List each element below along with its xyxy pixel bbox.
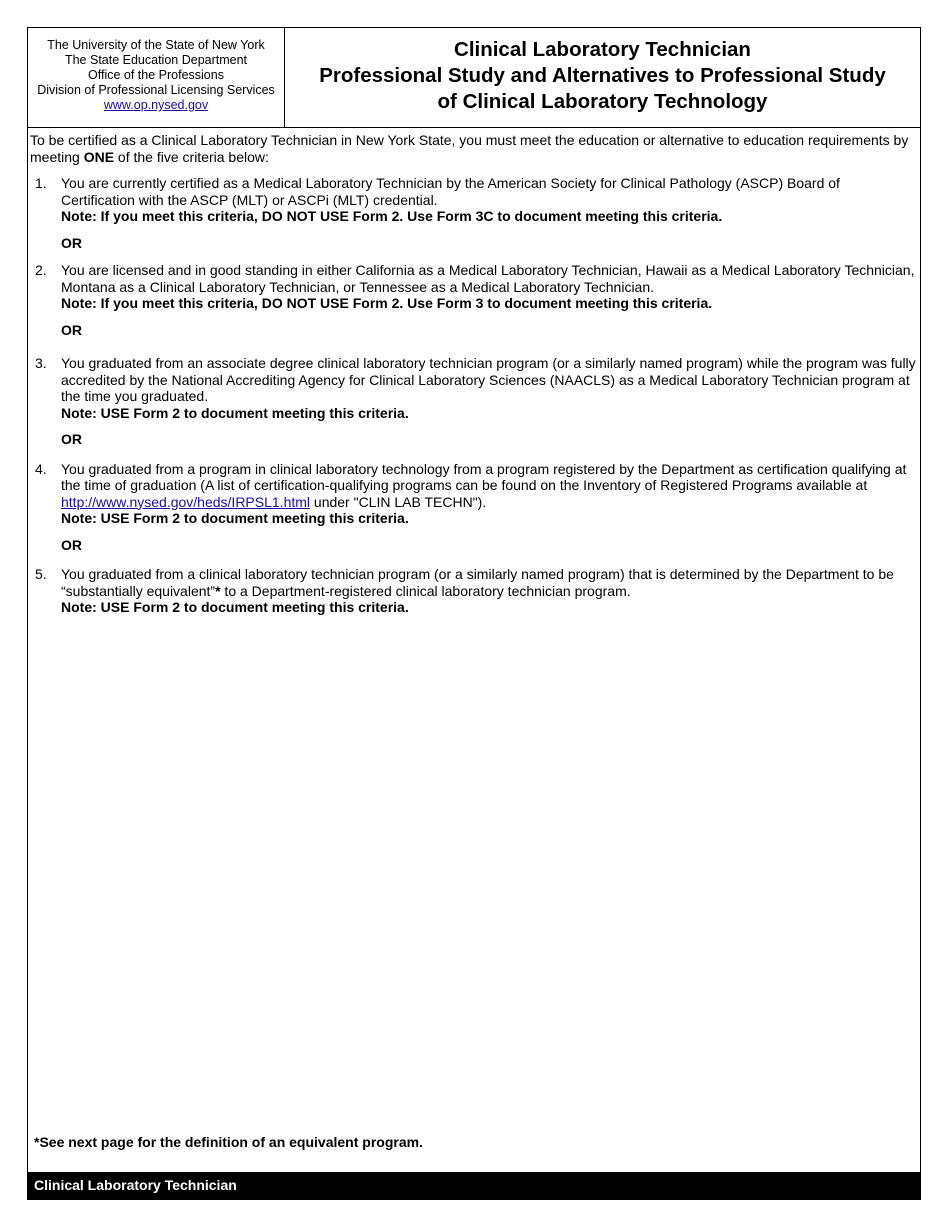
or-separator: OR — [61, 321, 82, 338]
criteria-item — [30, 262, 916, 312]
item-number: 3. — [35, 355, 47, 371]
intro-paragraph — [30, 132, 916, 165]
footnote-marker: * — [215, 582, 221, 599]
item-number: 2. — [35, 262, 47, 278]
irp-link[interactable]: http://www.nysed.gov/heds/IRPSL1.html — [61, 493, 311, 510]
criteria-item — [30, 461, 916, 527]
criteria-item — [30, 175, 916, 225]
item-text-part: to a Department-registered clinical laboratory technician program. — [220, 582, 631, 599]
form-frame — [27, 27, 921, 1200]
footer-bar: Clinical Laboratory Technician — [28, 1172, 920, 1199]
or-separator: OR — [61, 536, 82, 553]
item-text — [61, 566, 916, 599]
agency-line: Office of the Professions — [88, 68, 224, 82]
footnote: *See next page for the definition of an equivalent program. — [34, 1134, 423, 1150]
intro-text: To be certified as a Clinical Laboratory Technician in New York State, you must meet the education or alternative to education requirements by meeting — [30, 132, 909, 165]
item-note: Note: USE Form 2 to document meeting this criteria. — [61, 404, 409, 421]
item-number: 4. — [35, 460, 47, 477]
title-line: of Clinical Laboratory Technology — [437, 90, 768, 113]
header — [28, 28, 920, 128]
agency-line: The State Education Department — [64, 53, 248, 67]
item-text-part: You graduated from a clinical laboratory technician program (or a similarly named program) that is determined by the Department to be “substantially equivalent” — [61, 566, 894, 599]
agency-line: Division of Professional Licensing Services — [37, 83, 275, 97]
item-text: You are licensed and in good standing in either California as a Medical Laboratory Technician, Hawaii as a Medical Laboratory Technician, Montana as a Clinical Laboratory Technician, or Tennessee as a Medical Laboratory Technician. — [61, 262, 915, 295]
item-note: Note: USE Form 2 to document meeting this criteria. — [61, 510, 409, 526]
or-separator: OR — [61, 234, 82, 251]
agency-block — [28, 28, 285, 127]
item-text-part: You graduated from a program in clinical laboratory technology from a program registered by the Department as certification qualifying at the time of graduation (A list of certification-qualifying programs can be found on the Inventory of Registered Programs available at — [61, 460, 907, 493]
intro-emphasis: ONE — [83, 148, 115, 165]
item-text: You are currently certified as a Medical Laboratory Technician by the American Society for Clinical Pathology (ASCP) Board of Certification with the ASCP (MLT) or ASCPi (MLT) credential. — [61, 175, 840, 208]
item-note: Note: If you meet this criteria, DO NOT USE Form 2. Use Form 3C to document meeting this criteria. — [61, 208, 723, 224]
item-note: Note: USE Form 2 to document meeting this criteria. — [61, 599, 409, 615]
criteria-item — [30, 566, 916, 616]
intro-text: of the five criteria below: — [114, 148, 269, 165]
item-text: You graduated from an associate degree clinical laboratory technician program (or a similarly named program) while the program was fully accredited by the National Accrediting Agency for Clinical Laboratory Sciences (NAACLS) as a Medical Laboratory Technician program at the time you graduated. — [61, 355, 916, 404]
or-separator: OR — [61, 431, 82, 447]
main-content — [30, 132, 916, 616]
criteria-item — [30, 355, 916, 421]
item-note: Note: If you meet this criteria, DO NOT USE Form 2. Use Form 3 to document meeting this criteria. — [61, 295, 713, 311]
item-number: 5. — [35, 566, 47, 582]
page-title — [285, 28, 920, 127]
agency-line: The University of the State of New York — [47, 38, 265, 52]
agency-website-link[interactable]: www.op.nysed.gov — [103, 98, 209, 112]
item-text — [61, 461, 916, 511]
title-line: Professional Study and Alternatives to Professional Study — [319, 64, 886, 87]
item-number: 1. — [35, 175, 47, 191]
item-text-part: under "CLIN LAB TECHN"). — [310, 493, 487, 510]
title-line: Clinical Laboratory Technician — [454, 38, 751, 61]
